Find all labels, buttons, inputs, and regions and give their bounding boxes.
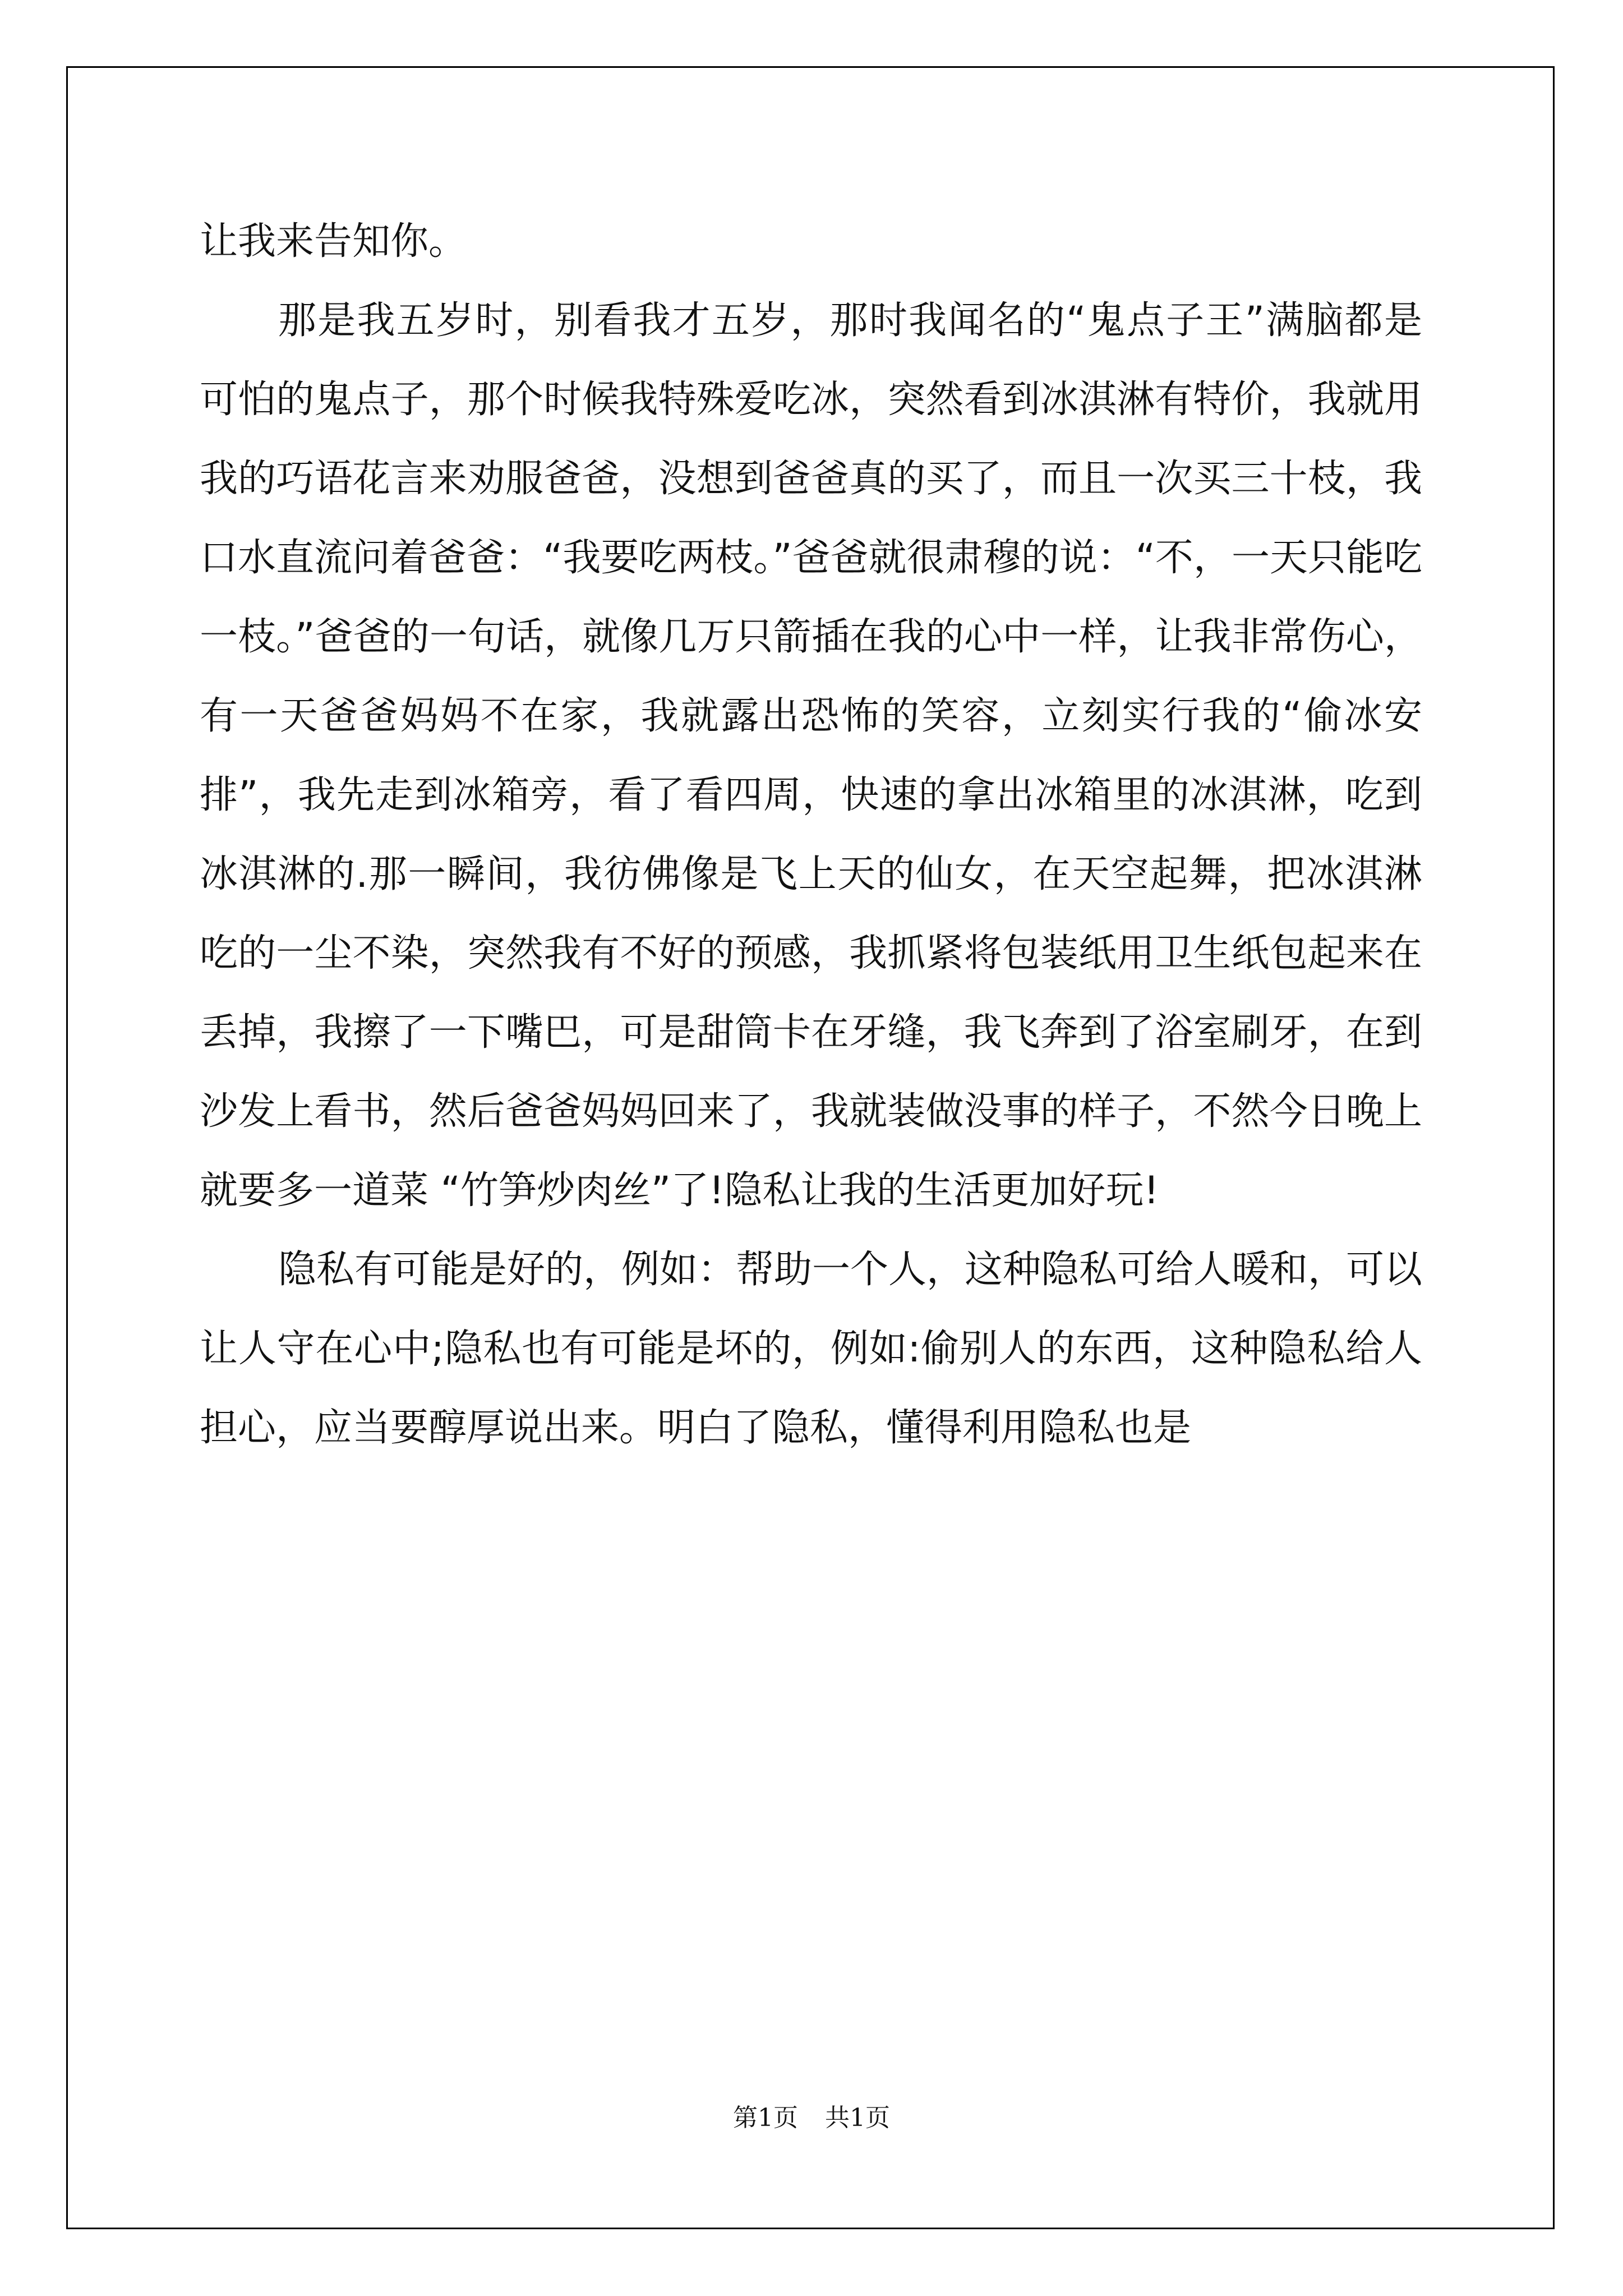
page-number-current: 第1页	[733, 2104, 798, 2132]
page-number-total: 共1页	[825, 2104, 890, 2132]
paragraph-3: 隐私有可能是好的，例如：帮助一个人，这种隐私可给人暖和，可以让人守在心中;隐私也有可能是坏的，例如:偷别人的东西，这种隐私给人担心，应当要醇厚说出来。明白了隐私，懂得利用隐私也是	[200, 1248, 1423, 1450]
page-footer	[0, 2101, 1623, 2135]
paragraph-2: 那是我五岁时，别看我才五岁，那时我闻名的“鬼点子王”满脑都是可怕的鬼点子，那个时候我特殊爱吃冰，突然看到冰淇淋有特价，我就用我的巧语花言来劝服爸爸，没想到爸爸真的买了，而且一次买三十枝，我口水直流问着爸爸：“我要吃两枝。”爸爸就很肃穆的说：“不，一天只能吃一枝。”爸爸的一句话，就像几万只箭插在我的心中一样，让我非常伤心，有一天爸爸妈妈不在家，我就露出恐怖的笑容，立刻实行我的“偷冰安排”，我先走到冰箱旁，看了看四周，快速的拿出冰箱里的冰淇淋，吃到冰淇淋的.那一瞬间，我彷佛像是飞上天的仙女，在天空起舞，把冰淇淋吃的一尘不染，突然我有不好的预感，我抓紧将包装纸用卫生纸包起来在丢掉，我擦了一下嘴巴，可是甜筒卡在牙缝，我飞奔到了浴室刷牙，在到沙发上看书，然后爸爸妈妈回来了，我就装做没事的样子，不然今日晚上就要多一道菜 “竹笋炒肉丝”了!隐私让我的生活更加好玩!	[200, 298, 1422, 1213]
document-body	[200, 202, 1422, 1467]
paragraph-1: 让我来告知你。	[200, 219, 467, 264]
